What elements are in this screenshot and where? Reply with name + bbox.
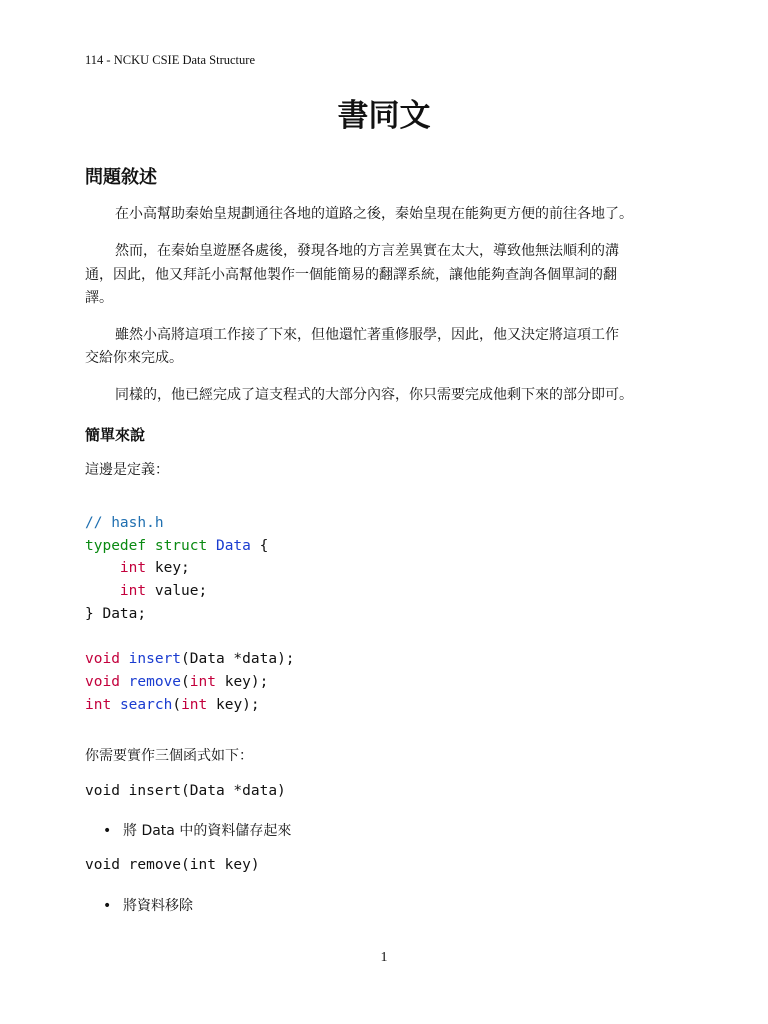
code-comment: // hash.h [85, 515, 164, 531]
function-signature-insert: void insert(Data *data) [85, 783, 286, 799]
keyword-typedef: typedef [85, 537, 147, 554]
page-number: 1 [380, 950, 388, 965]
running-header: 114 - NCKU CSIE Data Structure [85, 53, 255, 67]
code-line [85, 535, 295, 558]
keyword-int: int [119, 583, 147, 600]
paragraph-2-line-2: 通，因此，他又拜託小高幫他製作一個能簡易的翻譯系統，讓他能夠查詢各個單詞的翻 [85, 267, 617, 283]
field-value: value; [146, 583, 208, 600]
paragraph-3-line-1: 雖然小高將這項工作接了下來，但他還忙著重修服學，因此，他又決定將這項工作 [115, 327, 619, 343]
code-line [85, 512, 295, 535]
bullet-item-remove [103, 895, 193, 918]
field-key: key; [146, 560, 190, 577]
function-insert: insert [128, 651, 182, 668]
search-open-paren: ( [172, 696, 182, 713]
subheading: 簡單來說 [85, 426, 146, 444]
paragraph-1: 在小高幫助秦始皇規劃通往各地的道路之後，秦始皇現在能夠更方便的前往各地了。 [115, 206, 633, 222]
keyword-int: int [189, 673, 216, 690]
keyword-struct: struct [154, 537, 208, 554]
paragraph-3-line-2: 交給你來完成。 [85, 350, 183, 366]
function-search: search [119, 696, 173, 713]
keyword-int: int [119, 560, 147, 577]
bullet-item-insert [103, 820, 291, 843]
function-remove: remove [128, 673, 182, 690]
page-title: 書同文 [337, 98, 431, 134]
bullet-text: 將資料移除 [123, 898, 193, 914]
open-brace: { [250, 537, 269, 554]
function-signature-remove: void remove(int key) [85, 857, 260, 873]
struct-close: } Data; [85, 605, 147, 622]
paragraph-2-line-3: 譯。 [85, 290, 113, 306]
bullet-icon: • [103, 898, 112, 914]
code-line [85, 603, 295, 626]
code-line [85, 671, 295, 694]
definition-intro: 這邊是定義： [85, 462, 169, 478]
paragraph-2-line-1: 然而，在秦始皇遊歷各處後，發現各地的方言差異實在太大，導致他無法順利的溝 [115, 243, 619, 259]
code-block [85, 512, 295, 716]
keyword-void: void [85, 651, 120, 668]
code-blank-line [85, 625, 295, 648]
paragraph-4: 同樣的，他已經完成了這支程式的大部分內容，你只需要完成他剩下來的部分即可。 [115, 387, 633, 403]
insert-args: (Data *data); [181, 651, 295, 668]
bullet-icon: • [103, 823, 112, 839]
code-line [85, 557, 295, 580]
code-line [85, 648, 295, 671]
keyword-int: int [85, 696, 112, 713]
code-line [85, 580, 295, 603]
remove-open-paren: ( [181, 673, 190, 690]
remove-args: key); [215, 673, 269, 690]
bullet-text: 將 Data 中的資料儲存起來 [123, 823, 292, 839]
search-args: key); [207, 696, 260, 713]
keyword-void: void [85, 673, 120, 690]
implement-intro: 你需要實作三個函式如下： [85, 748, 253, 764]
section-heading: 問題敘述 [85, 167, 157, 188]
keyword-int: int [181, 696, 208, 713]
code-line [85, 694, 295, 717]
struct-name: Data [215, 537, 251, 554]
